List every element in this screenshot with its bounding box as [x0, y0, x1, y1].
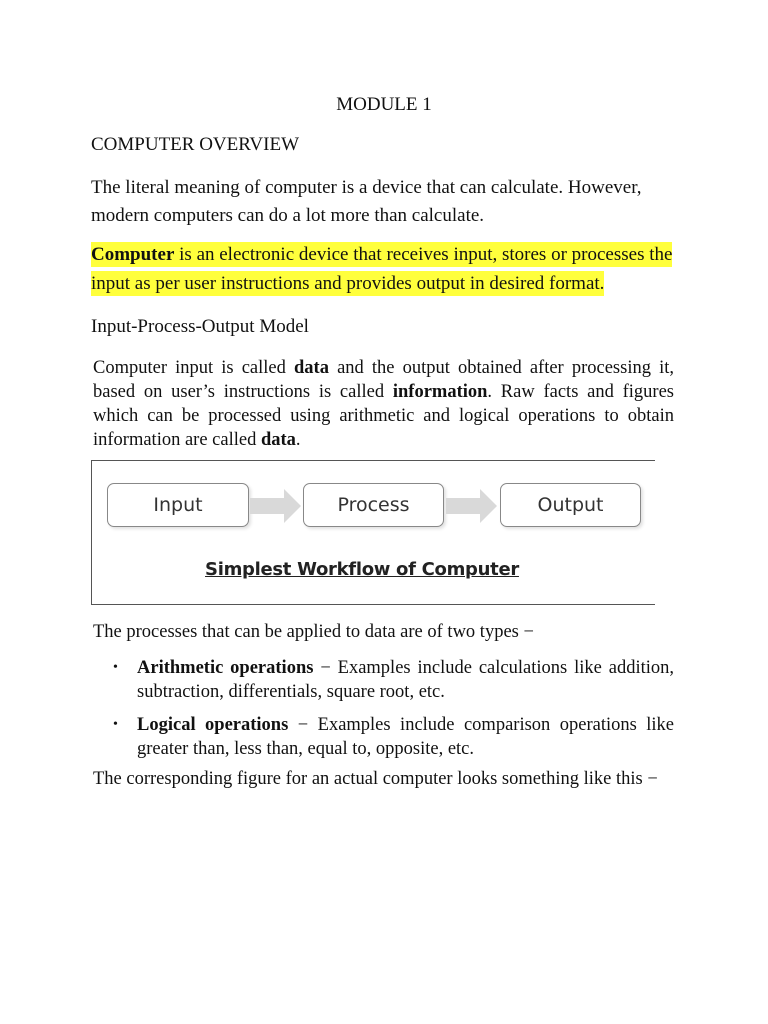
bullet-text: − Examples include comparison operations like greater than, less than, equal to, opposite, etc. — [137, 715, 674, 759]
module-title: MODULE 1 — [336, 94, 432, 115]
definition-term: Computer — [91, 244, 175, 265]
ipo-heading: Input-Process-Output Model — [91, 316, 309, 337]
operations-list — [93, 656, 674, 770]
bullet-text: − Examples include calculations like addition, subtraction, differentials, square root, etc. — [137, 658, 674, 702]
bullet-term: Logical operations — [137, 715, 289, 735]
process-box: Process — [303, 483, 444, 527]
bullet-icon: • — [113, 660, 118, 675]
definition-highlight — [91, 242, 672, 296]
definition-paragraph — [91, 240, 681, 298]
closing-paragraph: The corresponding figure for an actual computer looks something like this − — [93, 769, 658, 789]
arrow-right-icon — [250, 488, 302, 524]
ipo-text-1: Computer input is called — [93, 358, 294, 378]
ipo-text-2: and the output obtained after processing it, based on user’s instructions is called — [93, 358, 674, 402]
ipo-paragraph — [93, 356, 674, 452]
workflow-figure — [91, 460, 655, 605]
ipo-bold-information: information — [392, 382, 488, 402]
ipo-bold-data-2: data — [260, 430, 296, 450]
intro-paragraph: The literal meaning of computer is a device that can calculate. However, modern computers can do a lot more than calculate. — [91, 177, 642, 226]
section-title: COMPUTER OVERVIEW — [91, 134, 299, 155]
arrow-right-icon — [446, 488, 498, 524]
ipo-bold-data: data — [294, 358, 329, 378]
bullet-term: Arithmetic operations — [137, 658, 314, 678]
input-box: Input — [107, 483, 249, 527]
types-intro: The processes that can be applied to data are of two types − — [93, 622, 534, 642]
definition-text: is an electronic device that receives input, stores or processes the input as per user instructions and provides output in desired format. — [91, 244, 673, 294]
ipo-text-4: . — [295, 430, 301, 450]
bullet-icon: • — [113, 717, 118, 732]
output-box: Output — [500, 483, 641, 527]
list-item — [93, 713, 674, 761]
ipo-text-3: . Raw facts and figures which can be processed using arithmetic and logical operations to obtain information are called — [93, 382, 674, 450]
list-item — [93, 656, 674, 704]
figure-caption: Simplest Workflow of Computer — [205, 559, 519, 580]
